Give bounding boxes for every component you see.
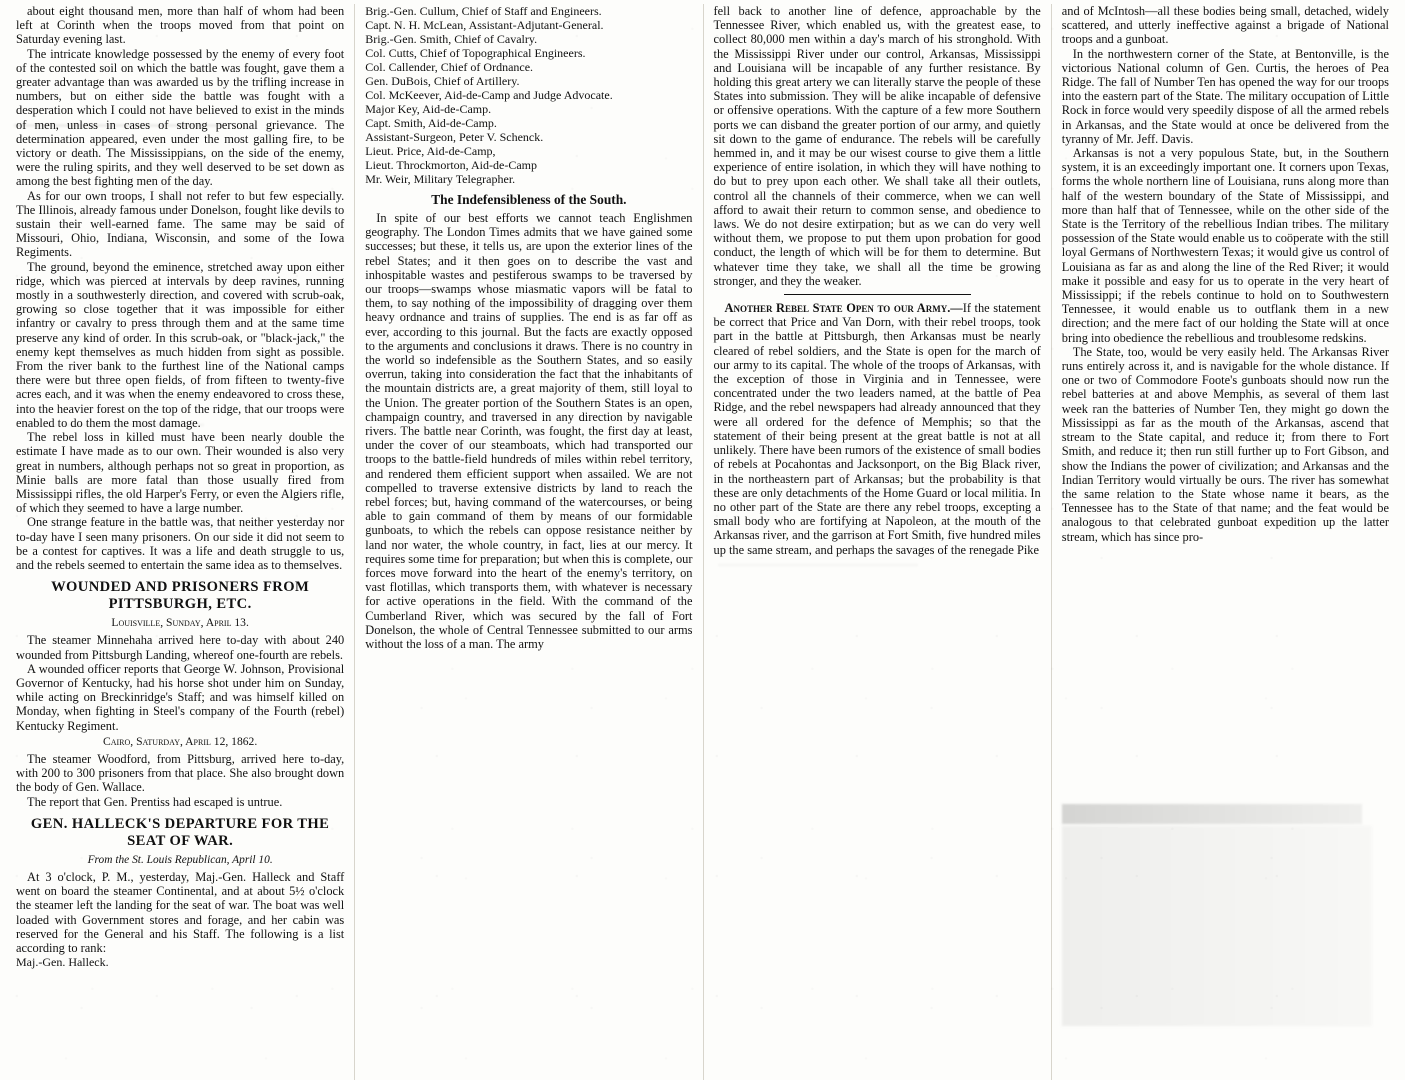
ink-smudge [1062, 804, 1362, 824]
list-item: Lieut. Price, Aid-de-Camp, [365, 144, 496, 158]
dateline: Louisville, Sunday, April 13. [111, 616, 249, 630]
paragraph: At 3 o'clock, P. M., yesterday, Maj.-Gen. Halleck and Staff went on board the steamer Continental, and at about 5½ o'clock the steamer left the landing for the seat of war. The boat was well loaded with Government stores and forage, and her cabin was reserved for the General and his Staff. The following is a list according to rank: [16, 869, 345, 955]
paragraph: The State, too, would be very easily held. The Arkansas River runs entirely across it, and is navigable for the whole distance. If one or two of Commodore Foote's gunboats should now run the rebel batteries at and above Memphis, as several of them last week ran the batteries of Number Ten, they might go down the Mississippi as far as the mouth of the Arkansas, ascend that stream to the State capital, and reduce it; from there to Fort Smith, and reduce it; then run still further up to Fort Gibson, and show the Indians the power of civilization; and Arkansas and the Indian Territory would virtually be ours. The river has somewhat the same relation to the State whose name it bears, as the Tennessee has to the State of that name; and the feat would be analogous to that celebrated gunboat expedition up the latter stream, which has since pro- [1061, 344, 1389, 544]
column-3 [703, 4, 1051, 1080]
paragraph: The steamer Minnehaha arrived here to-day with about 240 wounded from Pittsburgh Landing, whereof one-fourth are rebels. [16, 633, 345, 662]
runin-heading-another-rebel-state: Another Rebel State Open to our Army.— [724, 301, 963, 316]
list-item: Gen. DuBois, Chief of Artillery. [365, 74, 520, 88]
column-1 [6, 4, 354, 1080]
paragraph: Arkansas is not a very populous State, but, in the Southern system, it is an exceedingly important one. It corners upon Texas, forms the whole northern line of Louisiana, runs along more than half of the western boundary of the State of Mississippi, and more than half that of Tennessee, while on the other side of the State is the Territory of the rebellious Indian tribes. The military possession of the State would enable us to coöperate with the still loyal Germans of Northwestern Texas; it would give us control of Louisiana as far as and along the line of the Red River; it would make it possible and easy for us to operate in the very heart of Mississippi; if the rebels continue to hold on to Southwestern Tennessee, it would enable us to outflank them in a new direction; and the mere fact of our holding the State will at once bring into obedience the rebellious and troublesome redskins. [1061, 146, 1389, 345]
section-heading-wounded-prisoners: WOUNDED AND PRISONERS FROM PITTSBURGH, ETC. [51, 579, 310, 613]
list-item: Col. Callender, Chief of Ordnance. [365, 60, 534, 74]
section-divider [784, 294, 971, 295]
list-item: Major Key, Aid-de-Camp. [365, 102, 492, 116]
paragraph: As for our own troops, I shall not refer to but few especially. The Illinois, already famous under Donelson, fought like devils to sustain their well-earned fame. The same may be said of Missouri, Ohio, Indiana, Wisconsin, and some of the Iowa Regiments. [16, 188, 345, 260]
list-item: Assistant-Surgeon, Peter V. Schenck. [365, 130, 544, 144]
dateline: Cairo, Saturday, April 12, 1862. [102, 734, 258, 748]
source-credit: From the St. Louis Republican, April 10. [87, 853, 273, 866]
list-item: Lieut. Throckmorton, Aid-de-Camp [365, 158, 537, 172]
list-item: Col. McKeever, Aid-de-Camp and Judge Advocate. [365, 88, 613, 102]
list-item: Col. Cutts, Chief of Topographical Engineers. [365, 46, 586, 60]
paragraph: A wounded officer reports that George W. Johnson, Provisional Governor of Kentucky, had his horse shot under him on Sunday, while acting on Breckinridge's Staff; and was himself killed on Monday, when fighting in Steel's company of the Fourth (rebel) Kentucky Regiment. [16, 661, 345, 733]
section-heading-halleck-departure: GEN. HALLECK'S DEPARTURE FOR THE SEAT OF WAR. [30, 815, 330, 849]
list-item: Mr. Weir, Military Telegrapher. [365, 172, 516, 186]
staff-name-list [16, 955, 344, 969]
section-heading-indefensibleness: The Indefensibleness of the South. [431, 192, 627, 207]
column-2 [354, 4, 702, 1080]
column-4 [1051, 4, 1399, 1080]
list-item: Capt. N. H. McLean, Assistant-Adjutant-General. [365, 18, 604, 32]
paragraph: The steamer Woodford, from Pittsburg, arrived here to-day, with 200 to 300 prisoners from that place. She also brought down the body of Gen. Wallace. [16, 751, 345, 795]
paragraph: In spite of our best efforts we cannot teach Englishmen geography. The London Times admits that we have gained some successes; but these, it tells us, are upon the exterior lines of the rebel States; and it then goes on to describe the vast and inhospitable wastes and pestiferous swamps to be traversed by our troops—swamps whose miasmatic vapors will be fatal to them, to say nothing of the impossibility of dragging over them heavy ordnance and trains of supplies. The end is as far off as ever, according to this journal. But the facts are exactly opposed to the arguments and conclusions it draws. There is no country in the world so indefensible as the Southern States, and so easily overrun, taking into consideration the fact that the inhabitants of the mountain districts are, a great majority of them, still loyal to the Union. The greater portion of the Southern States is an open, champaign country, and traversed in any direction by navigable rivers. The battle near Corinth, was fought, the first day at least, under the cover of our steamboats, which had transported our troops to the battle-field hundreds of miles within rebel territory, and rendered them efficient support when assailed. We are not compelled to traverse extensive districts by land to reach the rebel forces; but, having command of the watercourses, or being able to gain command of them by means of our formidable gunboats, to which the rebels can oppose resistance neither by land nor water, the whole country, in fact, lies at our mercy. It requires some time for preparation; but when this is complete, our forces move forward into the heart of the enemy's territory, on vast flotillas, which transports them, with whatever is necessary for active operations in the field. With the command of the Cumberland River, which was secured by the fall of Fort Donelson, the whole of Central Tennessee submitted to our arms without the loss of a man. The army [365, 211, 693, 652]
list-item: Maj.-Gen. Halleck. [16, 955, 109, 970]
staff-name-list-continued [365, 4, 692, 186]
paragraph: The intricate knowledge possessed by the enemy of every foot of the contested soil on which the battle was fought, gave them a greater advantage than was awarded us by the trifling increase in numbers, but on either side the battle was fought with a desperation which I could not have believed to exist in the minds of men, unless in cases of strong personal grievance. The determination appeared, even under the most galling fire, to be victory or death. The Mississippians, on the side of the enemy, were the ruling spirits, and they well deserved to be set down as among the best fighting men of the day. [16, 46, 345, 189]
paragraph: In the northwestern corner of the State, at Bentonville, is the victorious National column of Gen. Curtis, the heroes of Pea Ridge. The fall of Number Ten has opened the way for our troops into the eastern part of the State. The military occupation of Little Rock in force would very speedily dispose of all the armed rebels in Arkansas, and the State would at once be delivered from the tyranny of Mr. Jeff. Davis. [1061, 46, 1389, 146]
list-item: Brig.-Gen. Cullum, Chief of Staff and Engineers. [365, 4, 602, 18]
paragraph: The rebel loss in killed must have been nearly double the estimate I have made as to our own. Their wounded is also very great in numbers, although perhaps not so great in proportion, as Minie balls are more fatal than those usually fired from Mississippi rifles, the old Harper's Ferry, or even the Algiers rifle, of which they seemed to have a large number. [16, 430, 345, 516]
paragraph-continued: and of McIntosh—all these bodies being small, detached, widely scattered, and utterly ineffective against a brigade of National troops and a gunboat. [1061, 4, 1389, 47]
paragraph-body: If the statement be correct that Price and Van Dorn, with their rebel troops, took part in the battle at Pittsburgh, then Arkansas must be nearly cleared of rebel soldiers, and the State is open for the march of our army to its capital. The whole of the troops of Arkansas, with the exception of those in Virginia and in Tennessee, were concentrated under the two leaders named, at the battle of Pea Ridge, and the rebel newspapers had already announced that they were all ordered for the defence of Memphis; so that the statement of their being present at the great battle is not at all unlikely. There have been rumors of the existence of small bodies of rebels at Pocahontas and Jacksonport, on the Big Black river, in the northeastern part of Arkansas; but the probability is that these are only detachments of the Home Guard or local militia. In no other part of the State are there any rebel troops, excepting a small body who are fortifying at Napoleon, at the mouth of the Arkansas river, and the garrison at Fort Smith, five hundred miles up the same stream, and perhaps the savages of the renegade Pike [713, 301, 1041, 557]
paragraph-continued: fell back to another line of defence, approachable by the Tennessee River, which enabled us, with the greatest ease, to collect 80,000 men within a day's march of his stronghold. With the Mississippi River under our control, Arkansas, Mississippi and Louisiana will be incapable of any further resistance. By holding this great artery we can literally starve the people of these States into submission. They will be alike incapable of defensive or offensive operations. With the capture of a few more Southern ports we can disband the greater portion of our army, and quietly sit down to the game of endurance. The rebels will be carefully hemmed in, and it may be our wisest course to give them a little experience of entire isolation, in which they will have nothing to do but to prey upon each other. We shall take all their outlets, control all the channels of their commerce, when we can well afford to await their return to common sense, and obedience to laws. We do not desire extirpation; but as we can do very well without them, we propose to put them upon probation for good conduct, the length of which will be for them to determine. But whatever time they take, we shall all the time be growing stronger, and they the weaker. [713, 4, 1041, 288]
paragraph: about eight thousand men, more than half of whom had been left at Corinth when the troops moved from that point on Saturday evening last. [16, 4, 345, 47]
paragraph: The report that Gen. Prentiss had escaped is untrue. [27, 794, 283, 809]
list-item: Brig.-Gen. Smith, Chief of Cavalry. [365, 32, 538, 46]
paragraph: One strange feature in the battle was, that neither yesterday nor to-day have I seen many prisoners. On our side it did not seem to be a contest for captives. It was a life and death struggle to us, and the rebels seemed to entertain the same idea as to themselves. [16, 515, 345, 572]
paragraph: The ground, beyond the eminence, stretched away upon either ridge, which was pierced at intervals by deep ravines, running mostly in a southwesterly direction, and covered with scrub-oak, growing so close together that it was impossible for either infantry or cavalry to press through them and at the same time preserve any kind of order. In this scrub-oak, or "black-jack," the enemy kept themselves as much hidden from sight as possible. From the river bank to the furthest line of the National camps there were but three open fields, of from fifteen to twenty-five acres each, and it was when the enemy endeavored to cross these, into the heavier forest on the top of the ridge, that our troops were enabled to do them the most damage. [16, 259, 345, 430]
list-item: Capt. Smith, Aid-de-Camp. [365, 116, 497, 130]
paragraph-with-runin [714, 301, 1041, 557]
ink-smudge [1062, 826, 1372, 1026]
